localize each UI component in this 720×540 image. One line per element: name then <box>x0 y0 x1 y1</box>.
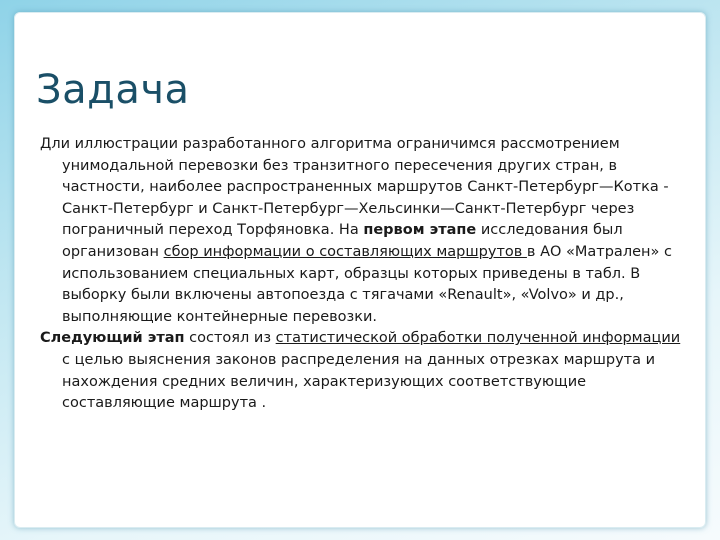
text-run: с целью выяснения законов распределения на данных отрезках маршрута и нахождения средних величин, характеризующих соответствующие составляющие маршрута . <box>62 351 656 412</box>
bold-next-stage: Следующий этап <box>40 330 185 347</box>
text-run: в АО «Матрален» с использованием специальных карт, образцы которых приведены в табл. В выборку были включены автопоезда с тягачами «Renault», «Volvo» и др., выполняющие контейнерные перевозки. <box>62 243 672 325</box>
slide-title: Задача <box>36 67 190 113</box>
link-route-data-collection[interactable]: сбор информации о составляющих маршрутов <box>163 243 527 260</box>
slide-body <box>40 134 685 415</box>
text-run: исследования был организован <box>62 222 623 260</box>
paragraph-next-stage <box>40 328 685 414</box>
text-run: состоял из <box>184 330 276 347</box>
bold-first-stage: первом этапе <box>363 222 477 239</box>
text-run: Дли иллюстрации разработанного алгоритма ограничимся рассмотрением унимодальной перевозки без транзитного пересечения других стран, в частности, наиболее распространенных маршрутов Санкт-Петербург—Котка - Санкт-Петербург и Санкт-Петербург—Хельсинки—Санкт-Петербург через пограничный переход Торфяновка. На <box>40 136 669 239</box>
paragraph-task-description <box>40 134 685 328</box>
link-statistical-processing[interactable]: статистической обработки полученной информации <box>275 330 681 347</box>
